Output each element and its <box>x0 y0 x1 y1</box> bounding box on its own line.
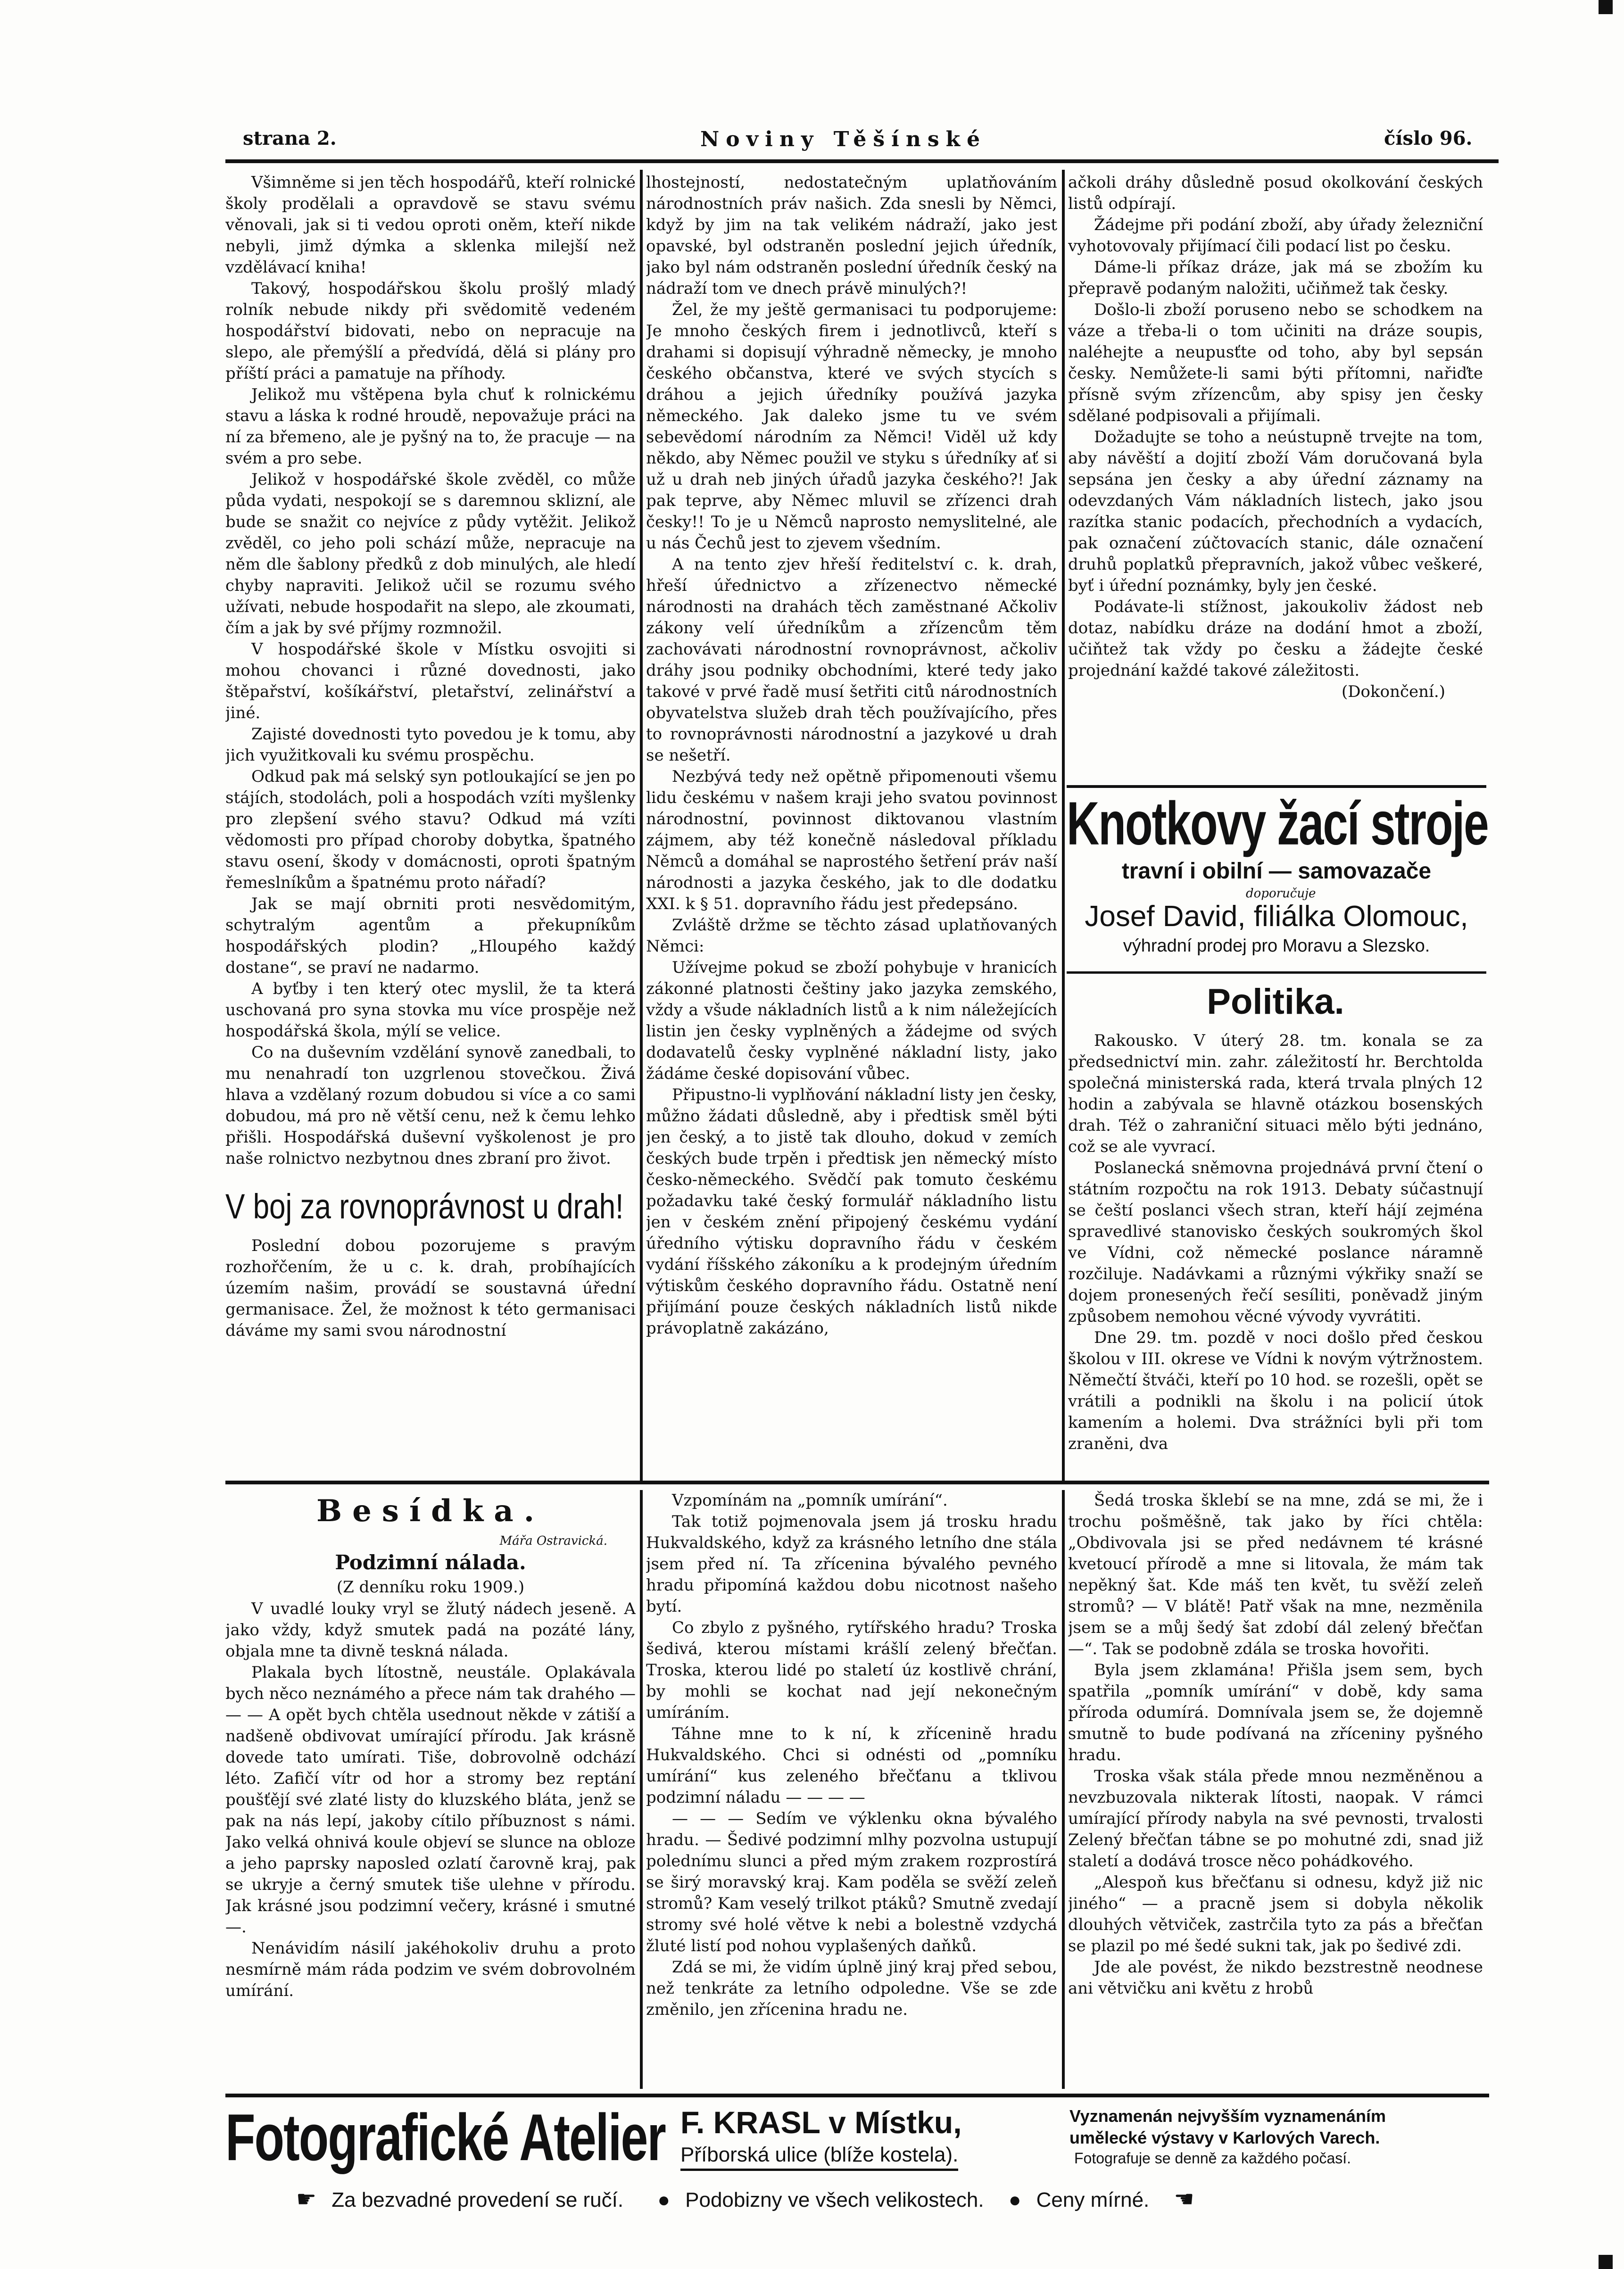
paragraph: Jde ale povést, že nikdo bezstrestně neodnese ani větvičku ani květu z hrobů <box>1068 1958 1483 1998</box>
column-2 <box>646 172 1057 1474</box>
paragraph: Takový, hospodářskou školu prošlý mladý rolník nebude nikdy při svědomitě vedeném hospodářství bidovati, nebo on nepracuje na slepo, ale přemýšlí a předvídá, dělá si plány pro příští práci a pamatuje na příhody. <box>225 279 636 383</box>
column-1 <box>225 172 636 1474</box>
paragraph: Jelikož mu vštěpena byla chuť k rolnickému stavu a láska k rodné hroudě, nepovažuje práci na ní za břemeno, ale je pyšný na to, že pracuje — na svém a pro sebe. <box>225 385 636 468</box>
paragraph: Zajisté dovednosti tyto povedou je k tomu, aby jich využitkovali ku svému prospěchu. <box>225 725 636 765</box>
column-3 <box>1068 172 1483 780</box>
paragraph: Co zbylo z pyšného, rytířského hradu? Troska šedivá, kterou místami krášlí zelený břečťan. Troska, kterou lidé po staletí úz kostlivě chrání, by mohli se kochat nad její nekonečným umíráním. <box>646 1618 1057 1722</box>
paragraph: Podávate-li stížnost, jakoukoliv žádost neb dotaz, nabídku dráze na dodání hmot a zboží, učiňtež tak vždy po česku a žádejte české projednání každé takové záležitosti. <box>1068 597 1483 680</box>
header-rule <box>225 159 1499 163</box>
paragraph: Dožadujte se toho a neústupně trvejte na tom, aby návěští a dojití zboží Vám doručovaná byla sepsána jen česky a aby úřední záznamy na odevzdaných Vám nákladních listech, jako jsou razítka stanic podacích, přechodních a vydacích, pak označení zúčtovacích stanic, dále označení druhů poplatků přepravních, jakož vůbec veškeré, byť i úřední poznámky, byly jen české. <box>1068 428 1483 595</box>
ad-rule-top <box>1067 785 1486 788</box>
paragraph: Šedá troska šklebí se na mne, zdá se mi, že i trochu pošměšně, tak jako by říci chtěla: „Obdivovala jsi se před nedávnem té krásné kvetoucí přírodě a mne si litovala, že mám tak nepěkný šat. Kde máš ten květ, tu svěží zeleň stromů? — V blátě! Patř však na mne, nezměnila jsem se a můj šedý šat zdobí dál zelený břečťan —“. Tak se podobně zdála se troska hovořiti. <box>1068 1491 1483 1658</box>
column-rule-1 <box>640 170 643 1481</box>
paragraph: V uvadlé louky vryl se žlutý nádech jeseně. A jako vždy, když smutek padá na pozáté lány, objala mne ta divně teskná nálada. <box>225 1599 636 1661</box>
ad-foto-award2: umělecké výstavy v Karlových Varech. <box>1069 2128 1380 2147</box>
ad-knotek-sub: travní i obilní — samovazače <box>1121 859 1432 884</box>
paragraph: Táhne mne to k ní, k zřícenině hradu Hukvaldského. Chci si odnésti od „pomníku umírání“ kus zeleného břečťanu a tklivou podzimní náladu — — — — <box>646 1724 1057 1807</box>
paragraph: Co na duševním vzdělání synově zanedbali, to mu nenahradí ton uzgrlenou stovečkou. Živá hlava a vzdělaný rozum dobudou si více a co sami dobudou, má pro ně větší cenu, než k čemu lehko přišli. Hospodářská duševní vyškolenost je pro naše rolnictvo nezbytnou dnes zbraní pro život. <box>225 1043 636 1168</box>
ad-foto-sizes: Podobizny ve všech velikostech. <box>685 2188 984 2211</box>
paragraph: Dne 29. tm. pozdě v noci došlo před českou školou v III. okrese ve Vídni k novým výtržnostem. Němečtí štváči, kteří po 10 hod. se rozešli, opět se vrátili a podnikli na školu i na policií útok kamením a holemi. Dva strážníci byli při tom zraněni, dva <box>1068 1328 1483 1453</box>
paragraph: V hospodářské škole v Místku osvojiti si mohou chovanci i různé dovednosti, jako štěpařství, košíkářství, pletařství, zelinářství a jiné. <box>225 640 636 722</box>
ad-foto-prices: Ceny mírné. <box>1036 2188 1150 2211</box>
paragraph: Jelikož v hospodářské škole zvěděl, co může půda vydati, nespokojí se s daremnou sklizní, ale bude se snažit co nejvíce z půdy vytěžit. Jelikož zvěděl, co jeho poli schází může, nepracuje na něm dle šablony předků z dob minulých, ale hledí chyby napraviti. Jelikož učil se rozumu svého užívati, nebude hospodařit na slepo, ale zkoumati, čím a jak by své příjmy rozmnožil. <box>225 470 636 638</box>
paragraph: Zvláště držme se těchto zásad uplatňovaných Němci: <box>646 916 1057 956</box>
ad-foto-street: Příborská ulice (blíže kostela). <box>680 2143 958 2171</box>
paragraph: Poslední dobou pozorujeme s pravým rozhořčením, že u c. k. drah, probíhajících územím našim, provádí se soustavná úřední germanisace. Žel, že možnost k této germanisaci dáváme my sami svou národnostní <box>225 1236 636 1340</box>
paragraph: Byla jsem zklamána! Přišla jsem sem, bych spatřila „pomník umírání“ v době, kdy sama příroda odumírá. Domnívala jsem se, že dojemně smutně to bude podívaná na zříceniny pyšného hradu. <box>1068 1661 1483 1764</box>
paragraph: Nezbývá tedy než opětně připomenouti všemu lidu českému v našem kraji jeho svatou povinnost národnostní, povinnost diktovanou vlastním zájmem, aby též konečně následoval příkladu Němců a domáhal se naprostého šetření práv naší národnosti a jazyka českého, jak to dle dodatku XXI. k § 51. dopravního řádu jest předepsáno. <box>646 767 1057 913</box>
besidka-heading: Besídka. <box>316 1493 545 1529</box>
paragraph: Poslanecká sněmovna projednává první čtení o státním rozpočtu na rok 1913. Debaty súčastnují se čeští poslanci všech stran, kteří hájí zejména spravedlivé stanovisko českých soukromých škol ve Vídni, což německé poslance náramně rozčiluje. Nadávkami a různými výkřiky snaží se dojem pronesených řečí sesíliti, poněvadž jiným způsobem nemohou věcné vývody vyvrátiti. <box>1068 1159 1483 1326</box>
ad-foto-guarantee: Za bezvadné provedení se ručí. <box>331 2188 624 2211</box>
ad-knotek-recommend: doporučuje <box>1246 886 1316 901</box>
bullet-icon: ● <box>1008 2188 1021 2211</box>
crop-mark-icon <box>1599 2255 1613 2269</box>
paragraph: „Alespoň kus břečťanu si odnesu, když již nic jiného“ — a pracně jsem si dobyla několik dlouhých větviček, zastrčila tyto za pás a břečťan se plazil po mé šedé sukni tak, jak po šedivé zdi. <box>1068 1873 1483 1955</box>
pointing-hand-icon: ☚ <box>1174 2187 1194 2212</box>
besidka-title: Podzimní nálada. <box>335 1551 526 1574</box>
ad-foto <box>225 2101 1489 2219</box>
paragraph: Žádejme při podání zboží, aby úřady železniční vyhotovovaly přijímací čili podací list po česku. <box>1068 215 1483 256</box>
ad-foto-bottom-line <box>296 2186 1475 2214</box>
ad-rule-bottom <box>1067 971 1486 974</box>
pointing-hand-icon: ☛ <box>296 2187 317 2212</box>
article-heading: V boj za rovnoprávnost u drah! <box>225 1187 624 1226</box>
page-header <box>224 127 1497 156</box>
besidka-column-3 <box>1068 1490 1483 2089</box>
ad-knotek-title: Knotkovy žací stroje <box>1067 789 1488 858</box>
paragraph: ačkoli dráhy důsledně posud okolkování českých listů odpírají. <box>1068 173 1483 213</box>
politika-section <box>1068 978 1483 1488</box>
page-number: strana 2. <box>243 127 337 149</box>
column-rule-4 <box>1062 1490 1065 2089</box>
paragraph: Žel, že my ještě germanisaci tu podporujeme: Je mnoho českých firem i jednotlivců, kteří s drahami si dopisují výhradně německy, je mnoho českého občanstva, které ve svých stycích s dráhou a jejich úředníky používá jazyka německého. Jak daleko jsme tu ve svém sebevědomí národním za Němci! Viděl už kdy někdo, aby Němec použil ve styku s úředníky ať si už u drah neb jiných úřadů jazyka českého?! Jak pak teprve, aby Němec mluvil se zřízenci drah česky!! To je u Němců naprosto nemyslitelné, ale u nás Čechů jest to zjevem všedním. <box>646 300 1057 553</box>
column-rule-3 <box>640 1490 643 2089</box>
ad-foto-title: Fotografické Atelier <box>225 2101 665 2175</box>
paragraph: Zdá se mi, že vidím úplně jiný kraj před sebou, než tenkráte za letního odpoledne. Vše se zde změnilo, jen zřícenina hradu ne. <box>646 1958 1057 2019</box>
paragraph: Jak se mají obrniti proti nesvědomitým, schytralým agentům a překupníkům hospodářských plodin? „Hloupého každý dostane“, se praví ne nadarmo. <box>225 894 636 977</box>
column-rule-2 <box>1062 170 1065 1481</box>
paragraph: Rakousko. V úterý 28. tm. konala se za předsednictví min. zahr. záležitostí hr. Berchtolda společná ministerská rada, která trvala plných 12 hodin a zabývala se hlavně otázkou bosenských drah. Též o zahraniční situaci mělo býti jednáno, což se ale vyvrací. <box>1068 1031 1483 1156</box>
paragraph: Všimněme si jen těch hospodářů, kteří rolnické školy prodělali a opravdově se stavu svému věnovali, jak si ti vedou oproti oněm, kteří nikde nebyli, jimž dýmka a sklenka milejší než vzdělávací kniha! <box>225 173 636 277</box>
ad-knotek <box>1067 789 1488 967</box>
crop-mark-icon <box>1599 0 1613 14</box>
paragraph: A na tento zjev hřeší ředitelství c. k. drah, hřeší úřednictvo a zřízenectvo německé národnosti na drahách těch zaměstnané Ačkoliv zákony velí úředníkům a zřízencům těm zachovávati národnostní rovnoprávnost, ačkoliv dráhy jsou podniky obchodními, které tedy jako takové v prvé řadě musí šetřiti citů národnostních obyvatelstva služeb drah těch používajícího, přes to rovnoprávnosti národnostní a jazykové u drah se nešetří. <box>646 555 1057 765</box>
ad-foto-note: Fotografuje se denně za každého počasí. <box>1074 2150 1351 2167</box>
foto-ad-rule <box>225 2094 1489 2097</box>
newspaper-title: Noviny Těšínské <box>700 127 987 151</box>
paragraph: Došlo-li zboží poruseno nebo se schodkem na váze a třeba-li o tom učiniti na dráze soupis, naléhejte a neupusťte od toho, aby byl sepsán česky. Nemůžete-li sami býti přítomni, nařiďte přísně svým zřízencům, aby spisy jen česky sdělané podpisovali a přijímali. <box>1068 300 1483 425</box>
paragraph: Dáme-li příkaz dráze, jak má se zbožím ku přepravě podaným naložiti, učiňmež tak česky. <box>1068 258 1483 298</box>
besidka-rule <box>225 1481 1489 1484</box>
politika-heading: Politika. <box>1207 982 1344 1022</box>
besidka-column-2 <box>646 1490 1057 2089</box>
ad-knotek-desc: výhradní prodej pro Moravu a Slezsko. <box>1123 936 1430 956</box>
ad-foto-award1: Vyznamenán nejvyšším vyznamenáním <box>1069 2106 1386 2126</box>
issue-number: číslo 96. <box>1384 127 1473 149</box>
paragraph: Troska však stála přede mnou nezměněnou a nevzbuzovala nikterak lítosti, naopak. V rámci umírající přírody nabyla na své pevnosti, trvalosti Zelený břečťan tábne se po mohutné zdi, snad již staletí a dodává trosce něco pohádkového. <box>1068 1767 1483 1871</box>
paragraph: Vzpomínám na „pomník umírání“. <box>672 1491 948 1510</box>
besidka-subtitle: (Z denníku roku 1909.) <box>336 1578 525 1597</box>
bullet-icon: ● <box>657 2188 670 2211</box>
paragraph: Plakala bych lítostně, neustále. Oplakávala bych něco neznámého a přece nám tak drahého — — — A opět bych chtěla usednout někde v zátiší a nadšeně obdivovat umírající přírodu. Jak krásně dovede tato umírati. Tiše, dobrovolně odchází léto. Zafičí vítr od hor a stromy bez reptání poušťějí své zlaté listy do kluzského bláta, jenž se pak na nás lepí, jakoby cítilo příbuznost s námi. Jako velká ohnivá koule objeví se slunce na obloze a jeho paprsky naposled ozlatí čarovně kraj, pak se ukryje a černý smutek tiše ulehne v přírodu. Jak krásné jsou podzimní večery, krásné i smutné —. <box>225 1663 636 1937</box>
besidka-column-1 <box>225 1490 636 2089</box>
paragraph: Nenávidím násilí jakéhokoliv druhu a proto nesmírně mám ráda podzim ve svém dobrovolném umírání. <box>225 1939 636 2000</box>
paragraph: Tak totiž pojmenovala jsem já trosku hradu Hukvaldského, když za krásného letního dne stála jsem před ní. Ta zřícenina bývalého pevného hradu připomíná každou dobu nicotnost našeho bytí. <box>646 1512 1057 1616</box>
sign-off: (Dokončení.) <box>1342 682 1445 701</box>
ad-foto-name: F. KRASL v Místku, <box>680 2105 962 2140</box>
paragraph: Užívejme pokud se zboží pohybuje v hranicích zákonné platnosti češtiny jako jazyka zemského, vždy a všude nákladních listů a k nim náležejících listin jen česky vyplněných a žádejme od svých dodavatelů česky vyplněné nákladní listy, jako žádáme české dopisování vůbec. <box>646 958 1057 1083</box>
besidka-author: Mářa Ostravická. <box>499 1534 607 1548</box>
paragraph: — — — Sedím ve výklenku okna bývalého hradu. — Šedivé podzimní mlhy pozvolna ustupují polednímu slunci a před mým zrakem rozprostírá se širý moravský kraj. Kam poděla se svěží zeleň stromů? Kam veselý trilkot ptáků? Smutně zvedají stromy své holé větve k nebi a bolestně vzdychá žluté listí pod nohou vyplašených daňků. <box>646 1809 1057 1955</box>
paragraph: lhostejností, nedostatečným uplatňováním národnostních práv našich. Zda snesli by Němci, když by jim na tak velikém nádraží, jako jest opavské, byl odstraněn poslední jejich úředník, jako byl nám odstraněn poslední úředník český na nádraží tom ve dnech právě minulých?! <box>646 173 1057 298</box>
ad-knotek-seller: Josef David, filiálka Olomouc, <box>1085 900 1468 933</box>
paragraph: A byťby i ten který otec myslil, že ta která uschovaná pro syna stovka mu více prospěje než hospodářská škola, mýlí se velice. <box>225 979 636 1041</box>
paragraph: Odkud pak má selský syn potloukající se jen po stájích, stodolách, poli a hospodách vzíti myšlenky pro zlepšení svého stavu? Odkud má vzíti vědomosti pro případ choroby dobytka, špatného stavu osení, škody v domácnosti, oproti špatným řemeslníkům a špatnému proto nářadí? <box>225 767 636 892</box>
paragraph: Připustno-li vyplňování nákladní listy jen česky, můžno žádati důsledně, aby i předtisk směl býti jen český, a to jistě tak dlouho, dokud v zemích českých bude trpěn i předtisk jen německý místo česko-německého. Svědčí pak tomuto českému požadavku také český formulář nákladního listu jen v českém znění připojený českému vydání úředního výtisku dopravního řádu v českém vydání říšského zákoníku a k prodejným úředním výtiskům českého dopravního řádu. Ostatně není přijímání pouze českých nákladních listů nikde právoplatně zakázáno, <box>646 1085 1057 1338</box>
